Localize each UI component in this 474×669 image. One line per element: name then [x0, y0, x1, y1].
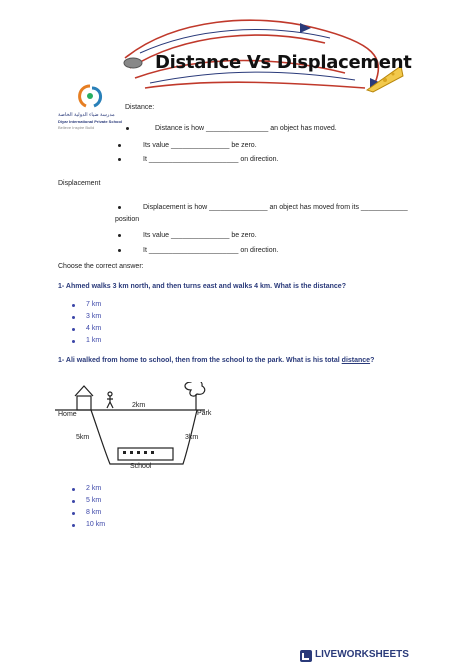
school-name-ar: مدرسة ضياء الدولية الخاصة: [58, 112, 115, 118]
option-bullet: [72, 524, 75, 527]
school-logo: [70, 82, 110, 112]
bullet: [118, 158, 121, 161]
option-bullet: [72, 512, 75, 515]
displacement-item: It _______________________ on direction.: [143, 247, 279, 254]
home-label: Home: [58, 411, 77, 418]
q2-option[interactable]: 2 km: [86, 485, 102, 492]
q2-option[interactable]: 5 km: [86, 497, 102, 504]
q1-option[interactable]: 7 km: [86, 301, 102, 308]
distance-item: It _______________________ on direction.: [143, 156, 279, 163]
top-distance-label: 2km: [132, 402, 146, 409]
option-bullet: [72, 500, 75, 503]
distance-heading: Distance:: [125, 104, 155, 111]
footer-brand[interactable]: LIVEWORKSHEETS: [315, 649, 409, 660]
option-bullet: [72, 340, 75, 343]
q1-option[interactable]: 3 km: [86, 313, 102, 320]
option-bullet: [72, 488, 75, 491]
option-bullet: [72, 316, 75, 319]
right-distance-label: 3km: [185, 434, 199, 441]
displacement-item: Its value _______________ be zero.: [143, 232, 257, 239]
distance-item: Its value _______________ be zero.: [143, 142, 257, 149]
option-bullet: [72, 328, 75, 331]
bullet: [118, 206, 121, 209]
left-distance-label: 5km: [76, 434, 90, 441]
displacement-continuation: position: [115, 216, 140, 223]
q1-option[interactable]: 4 km: [86, 325, 102, 332]
school-sub: Believe Inspire Build: [58, 125, 95, 130]
displacement-heading: Displacement: [58, 180, 101, 187]
q1-option[interactable]: 1 km: [86, 337, 102, 344]
bullet: [126, 127, 129, 130]
q2-option[interactable]: 8 km: [86, 509, 102, 516]
distance-item: Distance is how ________________ an object has moved.: [155, 125, 337, 132]
liveworksheets-logo-icon: [300, 650, 312, 662]
question-2-text: 1- Ali walked from home to school, then from the school to the park. What is his total: [58, 357, 342, 364]
question-2: [58, 357, 374, 364]
option-bullet: [72, 304, 75, 307]
park-label: Park: [197, 410, 212, 417]
bullet: [118, 234, 121, 237]
bullet: [118, 144, 121, 147]
question-1: 1- Ahmed walks 3 km north, and then turns east and walks 4 km. What is the distance?: [58, 283, 346, 290]
instruction: Choose the correct answer:: [58, 263, 144, 270]
school-label: School: [130, 463, 152, 470]
q2-option[interactable]: 10 km: [86, 521, 106, 528]
displacement-item: Displacement is how _______________ an object has moved from its ____________: [143, 204, 408, 211]
question-2-underlined: distance: [341, 357, 371, 364]
school-name-en: Diyar International Private School: [58, 119, 123, 124]
bullet: [118, 249, 121, 252]
page-title: Distance Vs Displacement: [155, 52, 412, 73]
question-2-end: ?: [370, 357, 375, 364]
